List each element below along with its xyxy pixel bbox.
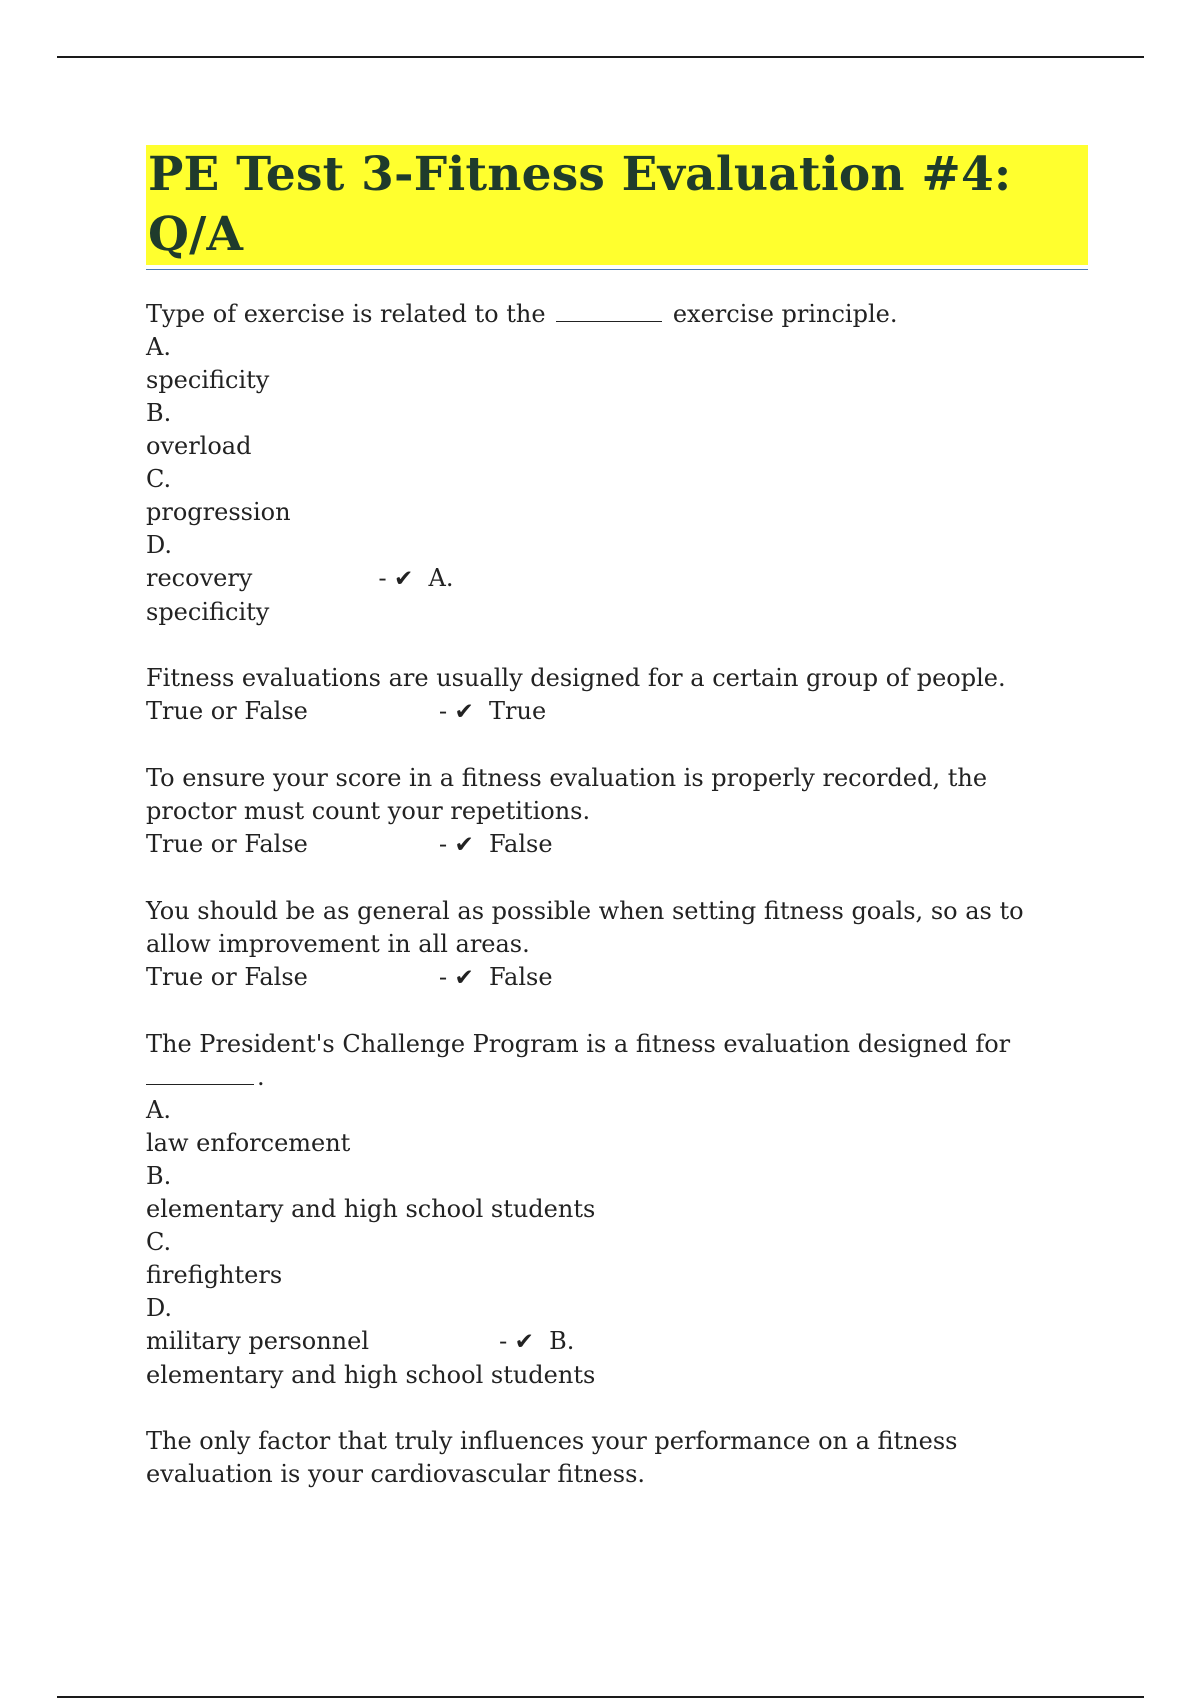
option-with-answer	[146, 562, 1088, 596]
question-stem-line: The President's Challenge Program is a fitness evaluation designed for	[146, 1030, 1011, 1058]
question-1	[146, 298, 1088, 629]
option-text: law enforcement	[146, 1129, 351, 1157]
checkmark-icon: - ✔	[438, 965, 474, 991]
fill-blank	[556, 320, 662, 322]
question-3	[146, 762, 1088, 862]
answer-letter: A.	[428, 564, 454, 592]
question-6	[146, 1425, 1088, 1491]
option-text: elementary and high school students	[146, 1195, 596, 1223]
question-2	[146, 662, 1088, 729]
question-stem-line: The only factor that truly influences your performance on a fitness	[146, 1427, 958, 1455]
stem-text-after: exercise principle.	[672, 300, 898, 328]
checkmark-icon: - ✔	[378, 566, 414, 592]
bottom-rule	[57, 1696, 1144, 1698]
option-letter: C.	[146, 1228, 172, 1256]
answer-text: True	[489, 697, 547, 725]
document-content	[146, 145, 1088, 1524]
option-text: military personnel	[146, 1327, 369, 1355]
answer-text: False	[489, 963, 553, 991]
option-text: specificity	[146, 366, 270, 394]
checkmark-icon: - ✔	[438, 699, 474, 725]
question-5	[146, 1028, 1088, 1392]
option-text: progression	[146, 498, 291, 526]
prompt-text: True or False	[146, 830, 308, 858]
question-stem-line: To ensure your score in a fitness evaluation is properly recorded, the	[146, 764, 988, 792]
option-letter: A.	[146, 1096, 171, 1124]
question-stem	[146, 298, 1088, 331]
option-letter: C.	[146, 465, 172, 493]
question-stem-blank-line	[146, 1061, 1088, 1094]
question-stem-line: You should be as general as possible when setting fitness goals, so as to	[146, 897, 1024, 925]
option-text: overload	[146, 432, 252, 460]
stem-suffix: .	[257, 1063, 265, 1091]
question-4	[146, 895, 1088, 995]
option-letter: D.	[146, 531, 173, 559]
fill-blank	[146, 1083, 254, 1085]
option-letter: B.	[146, 1162, 172, 1190]
option-letter: A.	[146, 333, 171, 361]
page-title: PE Test 3-Fitness Evaluation #4: Q/A	[146, 145, 1088, 265]
answer-text: False	[489, 830, 553, 858]
true-false-answer	[146, 961, 1088, 995]
stem-text-before: Type of exercise is related to the	[146, 300, 546, 328]
answer-text: elementary and high school students	[146, 1361, 596, 1389]
answer-letter: B.	[549, 1327, 575, 1355]
qa-body	[146, 298, 1088, 1491]
question-stem-line: evaluation is your cardiovascular fitness.	[146, 1460, 646, 1488]
option-text: firefighters	[146, 1261, 283, 1289]
checkmark-icon: - ✔	[438, 832, 474, 858]
true-false-answer	[146, 695, 1088, 729]
title-underline	[146, 145, 1088, 270]
option-with-answer	[146, 1325, 1088, 1359]
checkmark-icon: - ✔	[499, 1329, 534, 1355]
option-letter: D.	[146, 1294, 173, 1322]
answer-text: specificity	[146, 598, 270, 626]
prompt-text: True or False	[146, 697, 308, 725]
option-text: recovery	[146, 564, 253, 592]
true-false-answer	[146, 828, 1088, 862]
prompt-text: True or False	[146, 963, 308, 991]
top-rule	[57, 56, 1144, 58]
question-stem-line: allow improvement in all areas.	[146, 930, 530, 958]
question-stem-line: proctor must count your repetitions.	[146, 797, 591, 825]
option-letter: B.	[146, 399, 172, 427]
question-stem: Fitness evaluations are usually designed for a certain group of people.	[146, 664, 1006, 692]
